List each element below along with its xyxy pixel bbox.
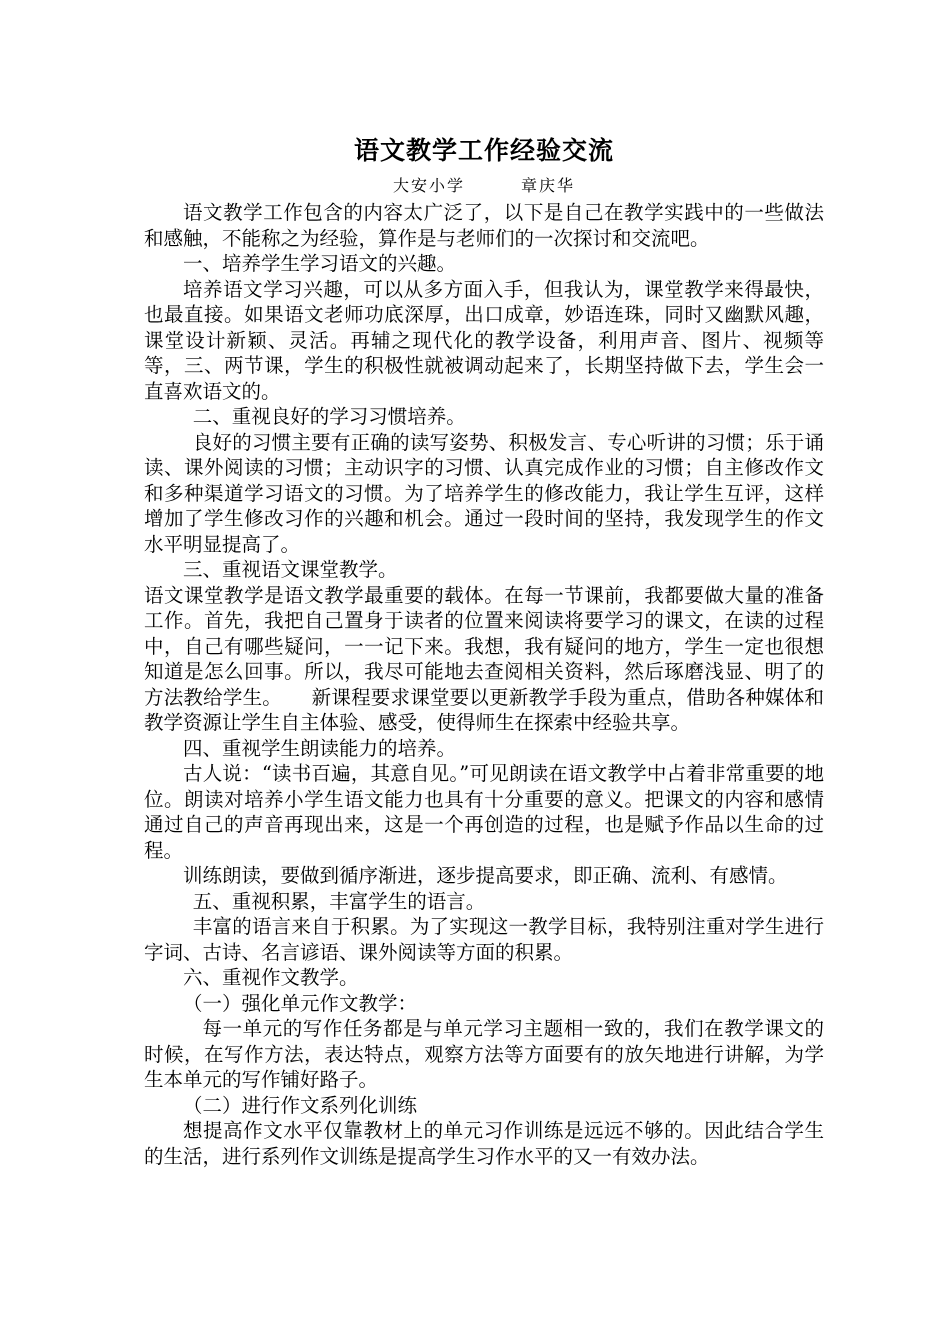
paragraph-3: 语文课堂教学是语文教学最重要的载体。在每一节课前，我都要做大量的准备工作。首先，我把自己置身于读者的位置来阅读将要学习的课文，在读的过程中，自己有哪些疑问，一一记下来。我想，我有疑问的地方，学生一定也很想知道是怎么回事。所以，我尽可能地去查阅相关资料，然后琢磨浅显、明了的方法教给学生。 新课程要求课堂要以更新教学手段为重点，借助各种媒体和教学资源让学生自主体验、感受，使得师生在探索中经验共享。	[144, 583, 824, 734]
section-heading-1: 一、培养学生学习语文的兴趣。	[183, 252, 457, 275]
subsection-heading-2: （二）进行作文系列化训练	[183, 1093, 418, 1117]
paragraph-2: 良好的习惯主要有正确的读写姿势、积极发言、专心听讲的习惯；乐于诵读、课外阅读的习惯；主动识字的习惯、认真完成作业的习惯；自主修改作文和多种渠道学习语文的习惯。为了培养学生的修改能力，我让学生互评，这样增加了学生修改习作的兴趣和机会。通过一段时间的坚持，我发现学生的作文水平明显提高了。	[144, 430, 824, 556]
paragraph-1: 培养语文学习兴趣，可以从多方面入手，但我认为，课堂教学来得最快，也最直接。如果语文老师功底深厚，出口成章，妙语连珠，同时又幽默风趣，课堂设计新颖、灵活。再辅之现代化的教学设备，利用声音、图片、视频等等，三、两节课，学生的积极性就被调动起来了，长期坚持做下去，学生会一直喜欢语文的。	[144, 277, 824, 403]
paragraph-6b: 想提高作文水平仅靠教材上的单元习作训练是远远不够的。因此结合学生的生活，进行系列作文训练是提高学生习作水平的又一有效办法。	[144, 1119, 824, 1168]
school-name: 大安小学	[392, 176, 465, 195]
author-line	[144, 174, 824, 198]
section-heading-6: 六、重视作文教学。	[183, 966, 359, 989]
subsection-heading-1: （一）强化单元作文教学：	[183, 991, 418, 1015]
document-page	[144, 134, 824, 1169]
paragraph-4b: 训练朗读，要做到循序渐进，逐步提高要求，即正确、流利、有感情。	[183, 864, 788, 887]
paragraph-intro: 语文教学工作包含的内容太广泛了，以下是自己在教学实践中的一些做法和感触，不能称之为经验，算作是与老师们的一次探讨和交流吧。	[144, 201, 824, 250]
section-heading-5: 五、重视积累，丰富学生的语言。	[192, 889, 486, 913]
paragraph-4: 古人说：“读书百遍，其意自见。”可见朗读在语文教学中占着非常重要的地位。朗读对培养小学生语文能力也具有十分重要的意义。把课文的内容和感情通过自己的声音再现出来，这是一个再创造的过程，也是赋予作品以生命的过程。	[144, 762, 824, 862]
section-heading-3: 三、重视语文课堂教学。	[183, 558, 398, 581]
document-title: 语文教学工作经验交流	[353, 136, 614, 165]
paragraph-5: 丰富的语言来自于积累。为了实现这一教学目标，我特别注重对学生进行字词、古诗、名言谚语、课外阅读等方面的积累。	[144, 915, 824, 964]
section-heading-4: 四、重视学生朗读能力的培养。	[183, 736, 457, 760]
author-name: 章庆华	[521, 176, 576, 195]
section-heading-2: 二、重视良好的学习习惯培养。	[192, 405, 466, 428]
paragraph-6a: 每一单元的写作任务都是与单元学习主题相一致的，我们在教学课文的时候，在写作方法，表达特点，观察方法等方面要有的放矢地进行讲解，为学生本单元的写作铺好路子。	[144, 1017, 824, 1091]
